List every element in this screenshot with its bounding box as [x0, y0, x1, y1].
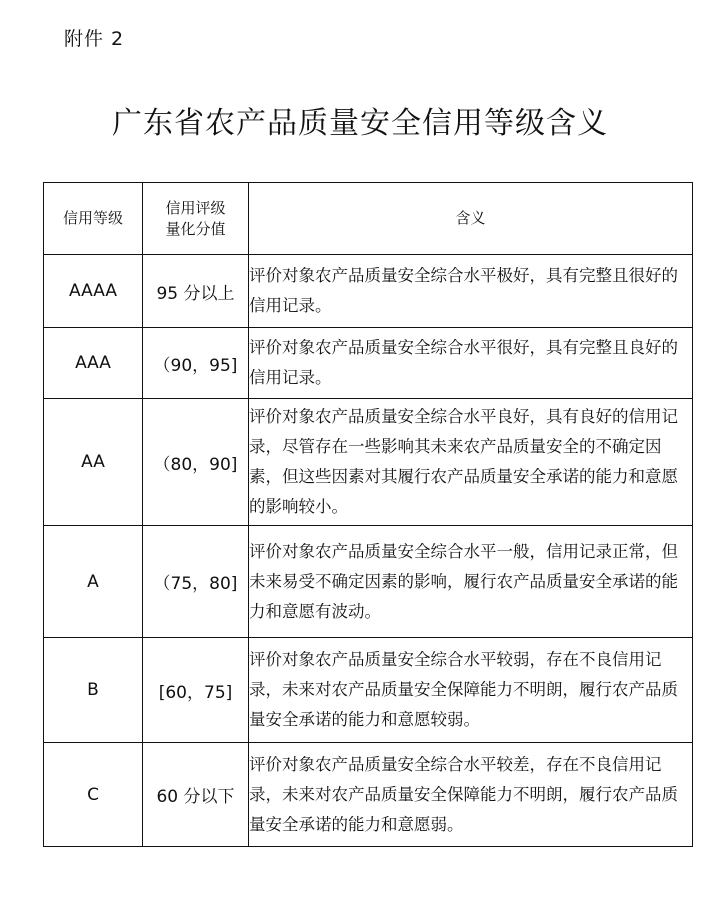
score-cell: 60 分以下 — [143, 743, 249, 847]
meaning-cell: 评价对象农产品质量安全综合水平很好，具有完整且良好的信用记录。 — [249, 328, 693, 399]
header-score-line2: 量化分值 — [165, 219, 226, 238]
header-credit-grade: 信用等级 — [44, 183, 143, 255]
score-cell: （90，95] — [143, 328, 249, 399]
table-header-row — [44, 183, 693, 255]
table-row-aaaa — [44, 255, 693, 328]
meaning-cell: 评价对象农产品质量安全综合水平良好，具有良好的信用记录，尽管存在一些影响其未来农产品质量安全的不确定因素，但这些因素对其履行农产品质量安全承诺的能力和意愿的影响较小。 — [249, 399, 693, 526]
header-score — [143, 183, 249, 255]
score-cell: 95 分以上 — [143, 255, 249, 328]
credit-grade-table — [43, 182, 693, 847]
score-cell: [60，75] — [143, 638, 249, 743]
meaning-cell: 评价对象农产品质量安全综合水平极好，具有完整且很好的信用记录。 — [249, 255, 693, 328]
table-row-aaa — [44, 328, 693, 399]
table-row-b — [44, 638, 693, 743]
grade-cell: C — [44, 743, 143, 847]
meaning-cell: 评价对象农产品质量安全综合水平一般，信用记录正常，但未来易受不确定因素的影响，履行农产品质量安全承诺的能力和意愿有波动。 — [249, 526, 693, 638]
meaning-cell: 评价对象农产品质量安全综合水平较差，存在不良信用记录，未来对农产品质量安全保障能力不明朗，履行农产品质量安全承诺的能力和意愿弱。 — [249, 743, 693, 847]
meaning-cell: 评价对象农产品质量安全综合水平较弱，存在不良信用记录，未来对农产品质量安全保障能力不明朗，履行农产品质量安全承诺的能力和意愿较弱。 — [249, 638, 693, 743]
grade-cell: A — [44, 526, 143, 638]
header-score-line1: 信用评级 — [165, 199, 226, 218]
grade-cell: AA — [44, 399, 143, 526]
table-row-aa — [44, 399, 693, 526]
score-cell: （75，80] — [143, 526, 249, 638]
grade-cell: AAAA — [44, 255, 143, 328]
attachment-label: 附件 2 — [64, 28, 125, 50]
grade-cell: AAA — [44, 328, 143, 399]
header-meaning: 含义 — [249, 183, 693, 255]
page-title: 广东省农产品质量安全信用等级含义 — [112, 106, 608, 141]
score-cell: （80，90] — [143, 399, 249, 526]
table-row-c — [44, 743, 693, 847]
table-row-a — [44, 526, 693, 638]
grade-cell: B — [44, 638, 143, 743]
